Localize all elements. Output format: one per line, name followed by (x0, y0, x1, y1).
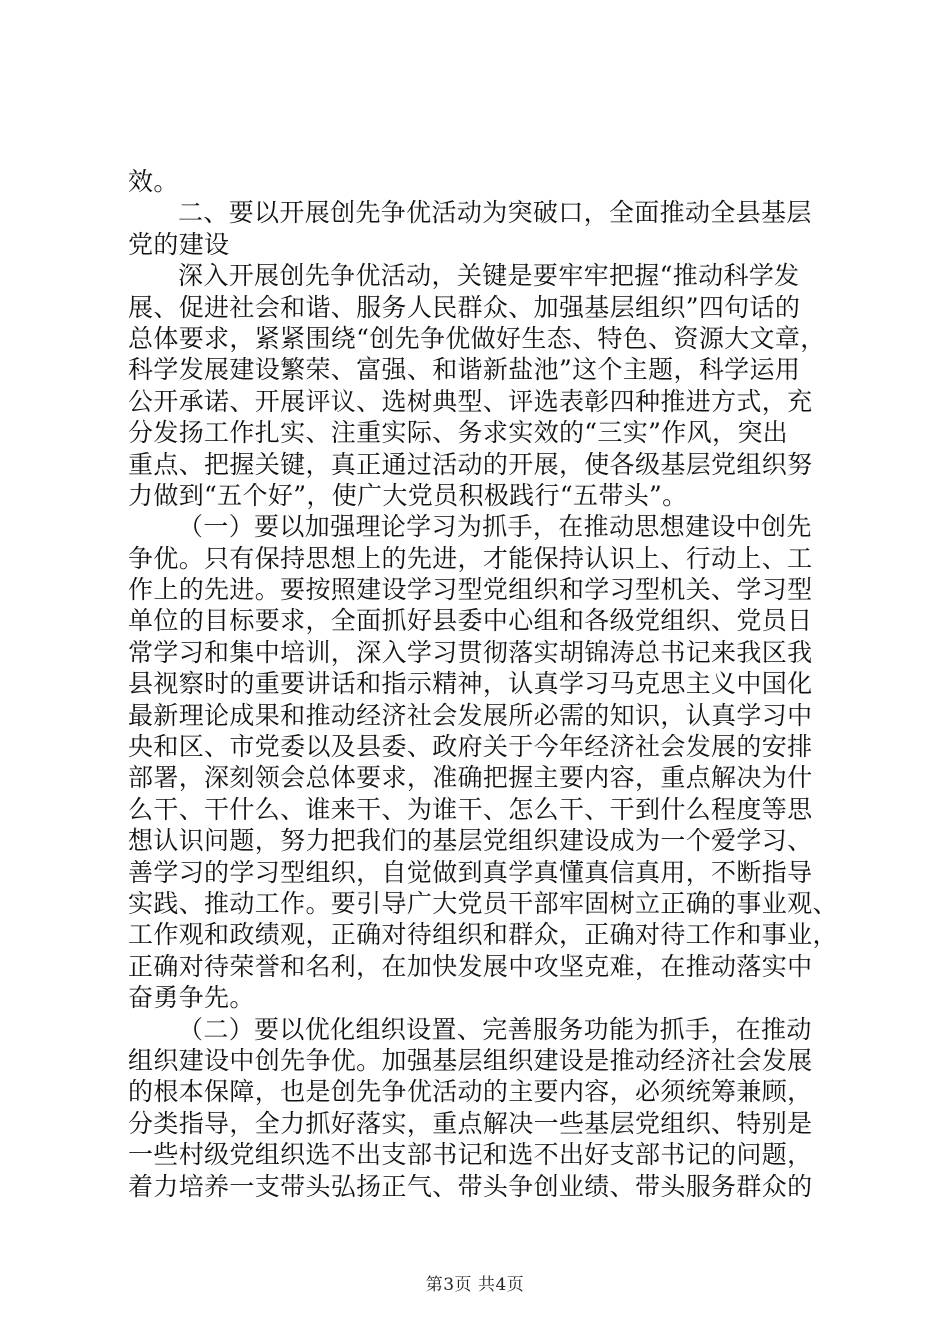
document-body (128, 166, 838, 1202)
text-line: 着力培养一支带头弘扬正气、带头争创业绩、带头服务群众的 (128, 1171, 813, 1201)
text-line: 争优。只有保持思想上的先进，才能保持认识上、行动上、工 (128, 543, 813, 573)
text-line: 奋勇争先。 (128, 983, 255, 1013)
text-line: （二）要以优化组织设置、完善服务功能为抓手，在推动 (178, 1014, 812, 1044)
text-line: 正确对待荣誉和名利，在加快发展中攻坚克难，在推动落实中 (128, 951, 813, 981)
text-line: 常学习和集中培训，深入学习贯彻落实胡锦涛总书记来我区我 (128, 637, 813, 667)
text-line: 效。 (128, 167, 179, 196)
text-line: 作上的先进。要按照建设学习型党组织和学习型机关、学习型 (128, 575, 813, 605)
text-line: 部署，深刻领会总体要求，准确把握主要内容，重点解决为什 (128, 763, 813, 793)
text-line: 二、要以开展创先争优活动为突破口，全面推动全县基层 (178, 198, 812, 228)
text-line: 单位的目标要求，全面抓好县委中心组和各级党组织、党员日 (128, 606, 813, 636)
text-line: 最新理论成果和推动经济社会发展所必需的知识，认真学习中 (128, 700, 813, 730)
text-line: 重点、把握关键，真正通过活动的开展，使各级基层党组织努 (128, 449, 813, 479)
text-line: 想认识问题，努力把我们的基层党组织建设成为一个爱学习、 (128, 826, 813, 856)
text-line: 总体要求，紧紧围绕“创先争优做好生态、特色、资源大文章， (128, 323, 826, 353)
text-line: 工作观和政绩观，正确对待组织和群众，正确对待工作和事业， (128, 920, 838, 950)
text-line: 分发扬工作扎实、注重实际、务求实效的“三实”作风，突出 (128, 418, 789, 448)
page-footer: 第3页 共4页 (425, 1275, 525, 1295)
text-line: 县视察时的重要讲话和指示精神，认真学习马克思主义中国化 (128, 669, 813, 699)
text-line: 公开承诺、开展评议、选树典型、评选表彰四种推进方式，充 (128, 386, 813, 416)
text-line: 展、促进社会和谐、服务人民群众、加强基层组织”四句话的 (128, 292, 801, 322)
text-line: 党的建设 (128, 229, 230, 259)
text-line: 的根本保障，也是创先争优活动的主要内容，必须统筹兼顾， (128, 1077, 813, 1107)
text-line: 科学发展建设繁荣、富强、和谐新盐池”这个主题，科学运用 (128, 355, 801, 385)
text-line: 央和区、市党委以及县委、政府关于今年经济社会发展的安排 (128, 732, 813, 762)
text-line: 一些村级党组织选不出支部书记和选不出好支部书记的问题， (128, 1140, 813, 1170)
text-line: 深入开展创先争优活动，关键是要牢牢把握“推动科学发 (178, 261, 800, 291)
text-line: 分类指导，全力抓好落实，重点解决一些基层党组织、特别是 (128, 1108, 813, 1138)
text-line: 组织建设中创先争优。加强基层组织建设是推动经济社会发展 (128, 1045, 813, 1075)
text-line: 善学习的学习型组织，自觉做到真学真懂真信真用，不断指导 (128, 857, 813, 887)
text-line: 实践、推动工作。要引导广大党员干部牢固树立正确的事业观、 (128, 888, 838, 918)
text-line: （一）要以加强理论学习为抓手，在推动思想建设中创先 (178, 512, 812, 542)
text-line: 么干、干什么、谁来干、为谁干、怎么干、干到什么程度等思 (128, 794, 813, 824)
text-line: 力做到“五个好”，使广大党员积极践行“五带头”。 (128, 480, 688, 510)
